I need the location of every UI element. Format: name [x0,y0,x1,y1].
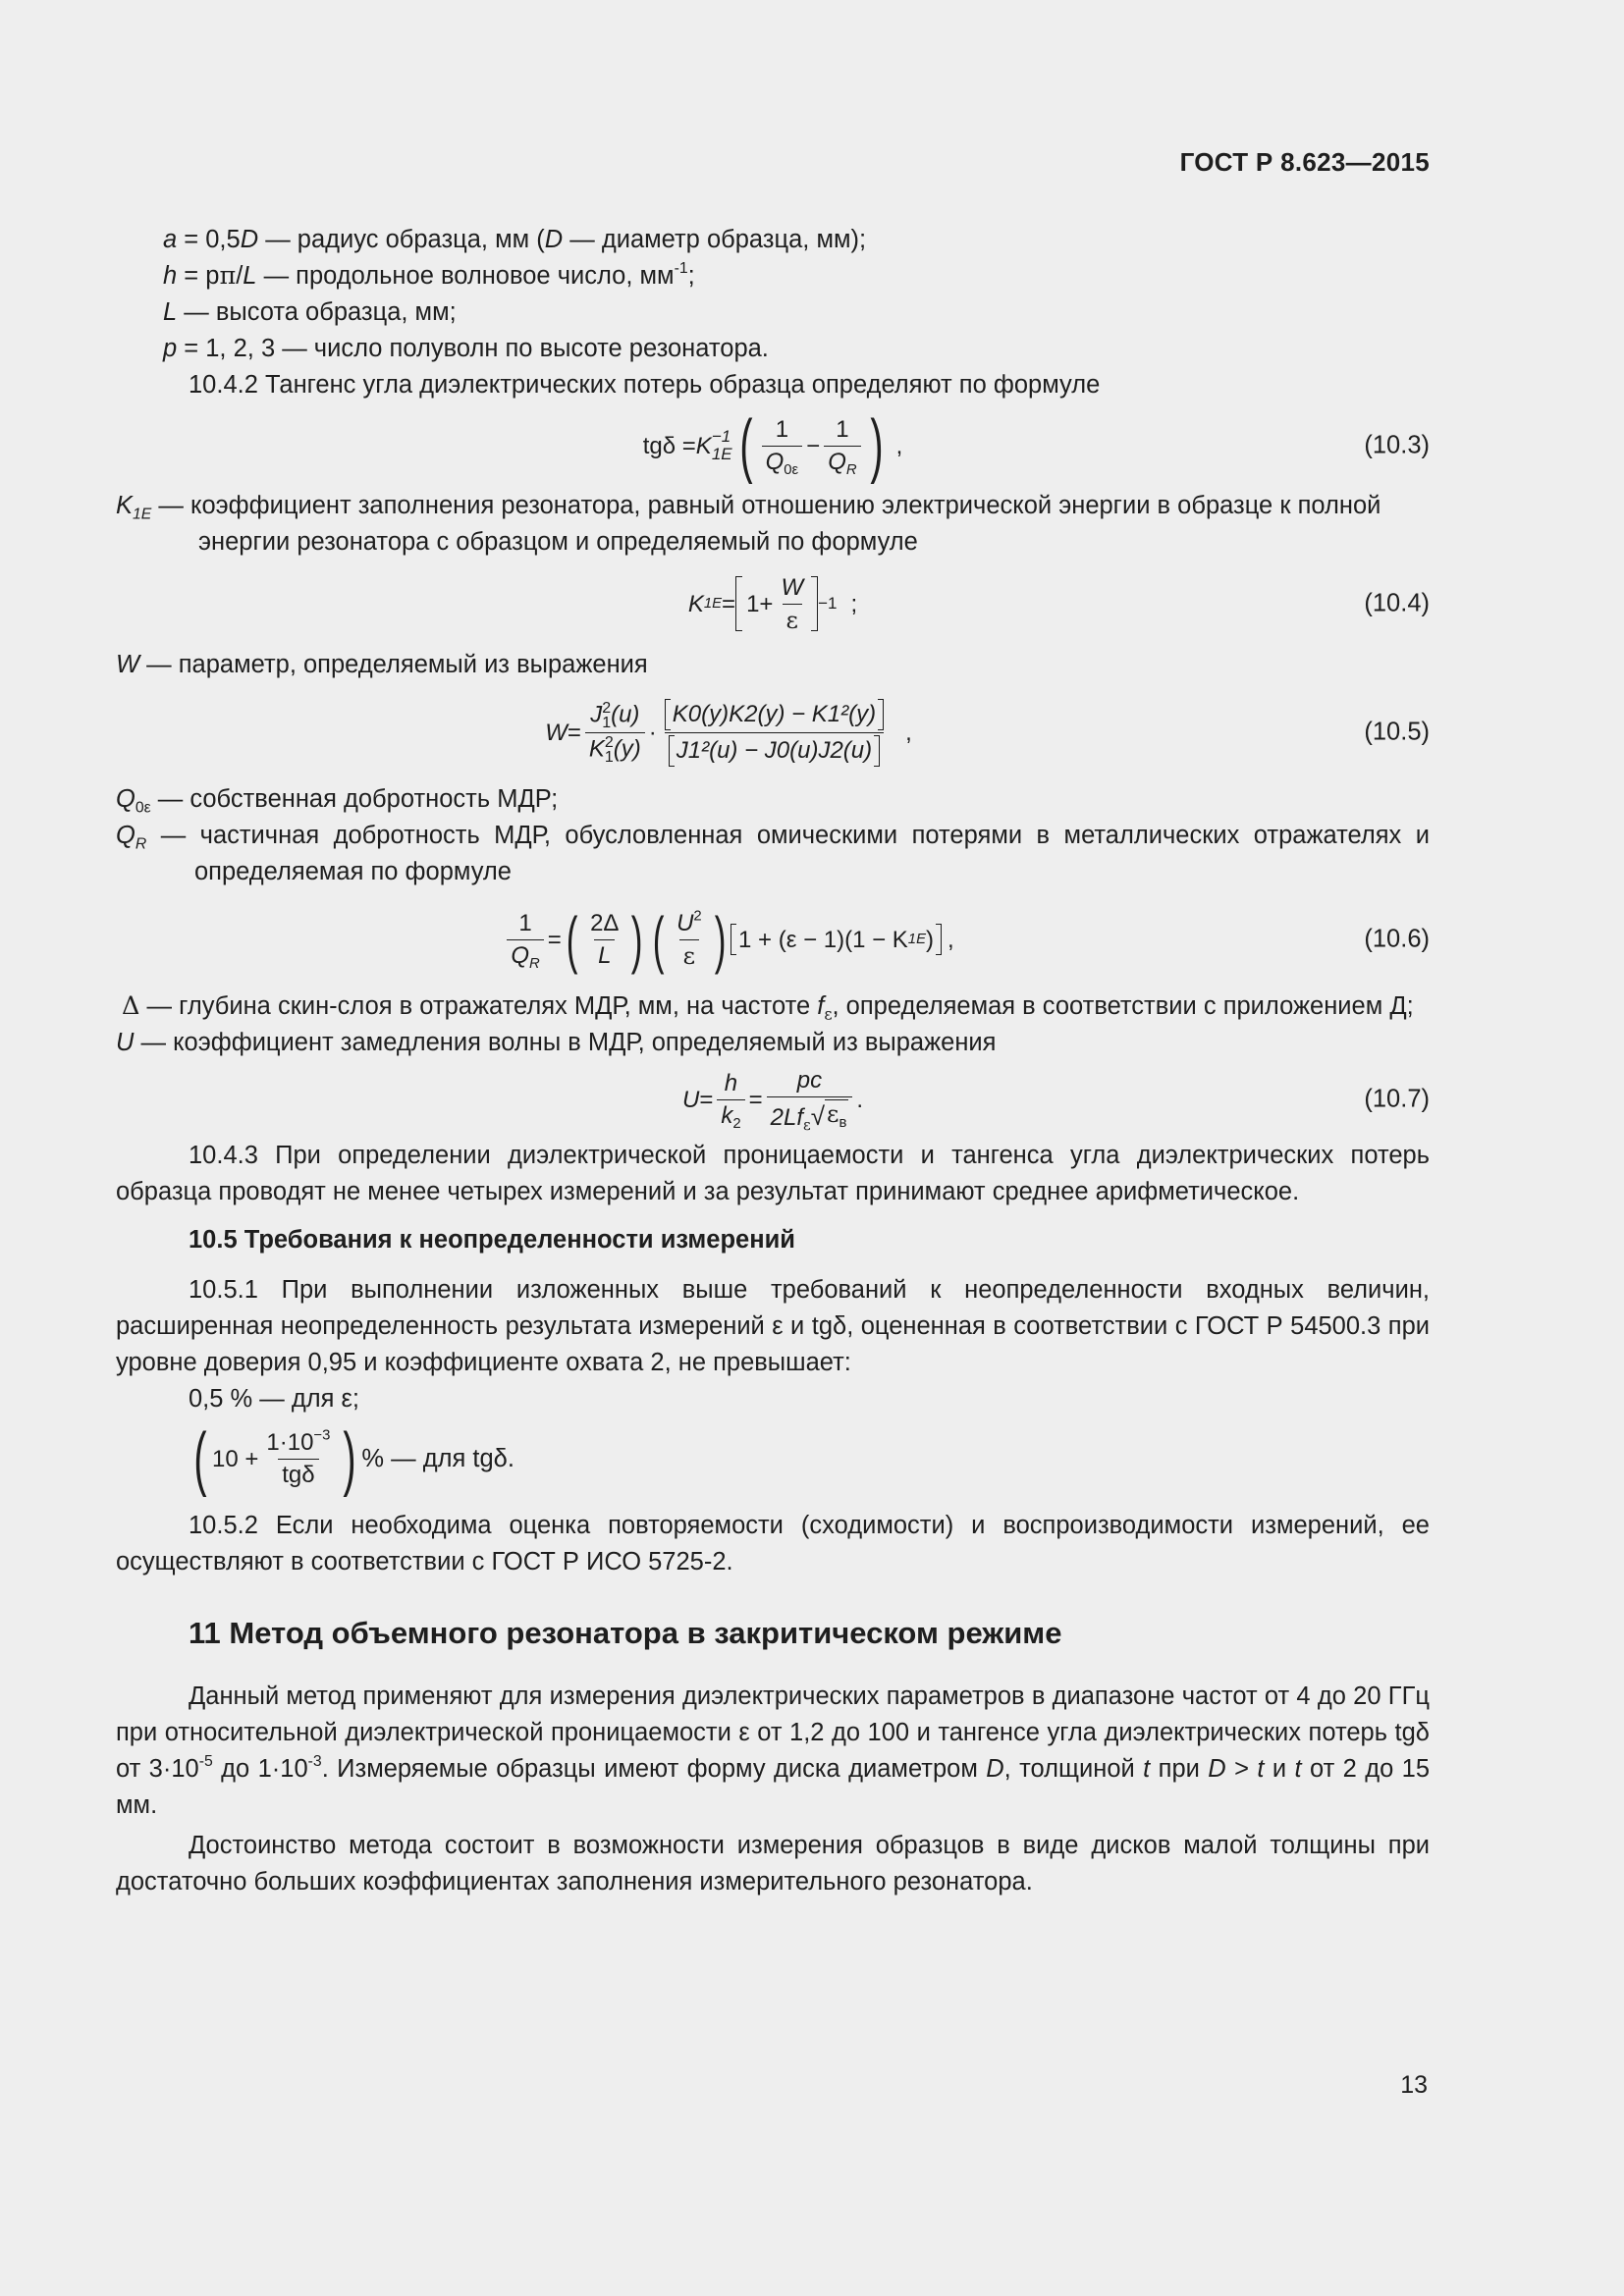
def-a: a = 0,5D — радиус образца, мм (D — диаметр образца, мм); [163,226,867,253]
def-p: p = 1, 2, 3 — число полуволн по высоте резонатора. [163,335,769,362]
def-delta: Δ — глубина скин-слоя в отражателях МДР, мм, на частоте $f_\varepsilon$, определяемая в соответствии с приложением Д; [122,991,1414,1024]
formula-10-6: $\frac{1}{Q_R}$ = ( $\frac{2\Delta}{L}$ ) ( $\frac{U^2}{\varepsilon}$ ) 1 + (ε − 1)(1 − K 1E ) , (10.6) [116,890,1430,988]
document-code: ГОСТ Р 8.623—2015 [1179,147,1430,177]
def-W: W — параметр, определяемый из выражения [116,651,648,678]
formula-10-7: U = $\frac{h}{k_2}$ = pc $2Lf_\varepsilon$ √ $\varepsilon_в$ . (10.7) [681,1067,1430,1135]
def-L: L — высота образца, мм; [163,298,457,326]
para-10-5-2: 10.5.2 Если необходима оценка повторяемости (сходимости) и воспроизводимости измерений, ее осуществляют в соответствии с ГОСТ Р ИСО 5725-2. [116,1512,1430,1575]
para-10-4-3: 10.4.3 При определении диэлектрической проницаемости и тангенса угла диэлектрических потерь образца проводят не менее четырех измерений и за результат принимают среднее арифметическое. [116,1142,1430,1205]
equation-number: (10.4) [1364,589,1430,617]
def-U: U — коэффициент замедления волны в МДР, определяемый из выражения [116,1029,997,1056]
section-10-5-heading: 10.5 Требования к неопределенности измерений [189,1226,795,1254]
equation-number: (10.6) [1364,925,1430,953]
formula-10-5: W = J 2 1 (u) K 2 1 (y) · $\frac{\text{K0(y)K2(y) − K1²(y)}}{\text{J1²(u) − J0(u)J2(u)}}$ , (10.5) [545,699,1430,766]
formula-10-3: tgδ = K −1 1E ( $\frac{1}{Q_{0\varepsilon}}$ − $\frac{1}{Q_R}$ ) , (10.3) [642,406,1430,485]
section-11-heading: 11 Метод объемного резонатора в закритическом режиме [189,1616,1062,1650]
equation-number: (10.3) [1364,431,1430,459]
uncertainty-tgdelta: ( 10 + $\frac{1\cdot 10^{-3}}{\text{tgδ}}$ ) % — для tgδ. [193,1419,514,1498]
para-10-4-2: 10.4.2 Тангенс угла диэлектрических потерь образца определяют по формуле [189,371,1101,399]
def-QR: $Q_R$ — частичная добротность МДР, обусловленная омическими потерями в металлических отражателях и определяемая по формуле [116,822,1430,885]
para-10-5-1: 10.5.1 При выполнении изложенных выше требований к неопределенности входных величин, расширенная неопределенность результата измерений ε и tgδ, оцененная в соответствии с ГОСТ Р 54500.3 при уровне доверия 0,95 и коэффициенте охвата 2, не превышает: [116,1276,1430,1376]
para-11-a: Данный метод применяют для измерения диэлектрических параметров в диапазоне частот от 4 до 20 ГГц при относительной диэлектрической проницаемости ε от 1,2 до 100 и тангенсе угла диэлектрических потерь tgδ от $3\cdot 10^{-5}$ до $1\cdot 10^{-3}$. Измеряемые образцы имеют форму диска диаметром D, толщиной t при D > t и t от 2 до 15 мм. [116,1682,1431,1819]
page-content [116,222,1430,1900]
formula-10-4: K 1E = 1+ $\frac{W}{\varepsilon}$ −1 ; (10.4) [687,573,1430,634]
def-K1E: $K_{1E}$ — коэффициент заполнения резонатора, равный отношению электрической энергии в образце к полной энергии резонатора с образцом и определяемый по формуле [116,492,1381,556]
uncertainty-epsilon: 0,5 % — для ε; [189,1385,359,1413]
def-Q0e: $Q_{0\varepsilon}$ — собственная добротность МДР; [116,785,559,817]
page-number: 13 [1400,2071,1428,2099]
def-h: h = pπ/L — продольное волновое число, $мм^{-1}$; [163,259,695,291]
para-11-b: Достоинство метода состоит в возможности измерения образцов в виде дисков малой толщины при достаточно больших коэффициентах заполнения измерительного резонатора. [116,1832,1430,1896]
equation-number: (10.5) [1364,718,1430,746]
equation-number: (10.7) [1364,1085,1430,1113]
